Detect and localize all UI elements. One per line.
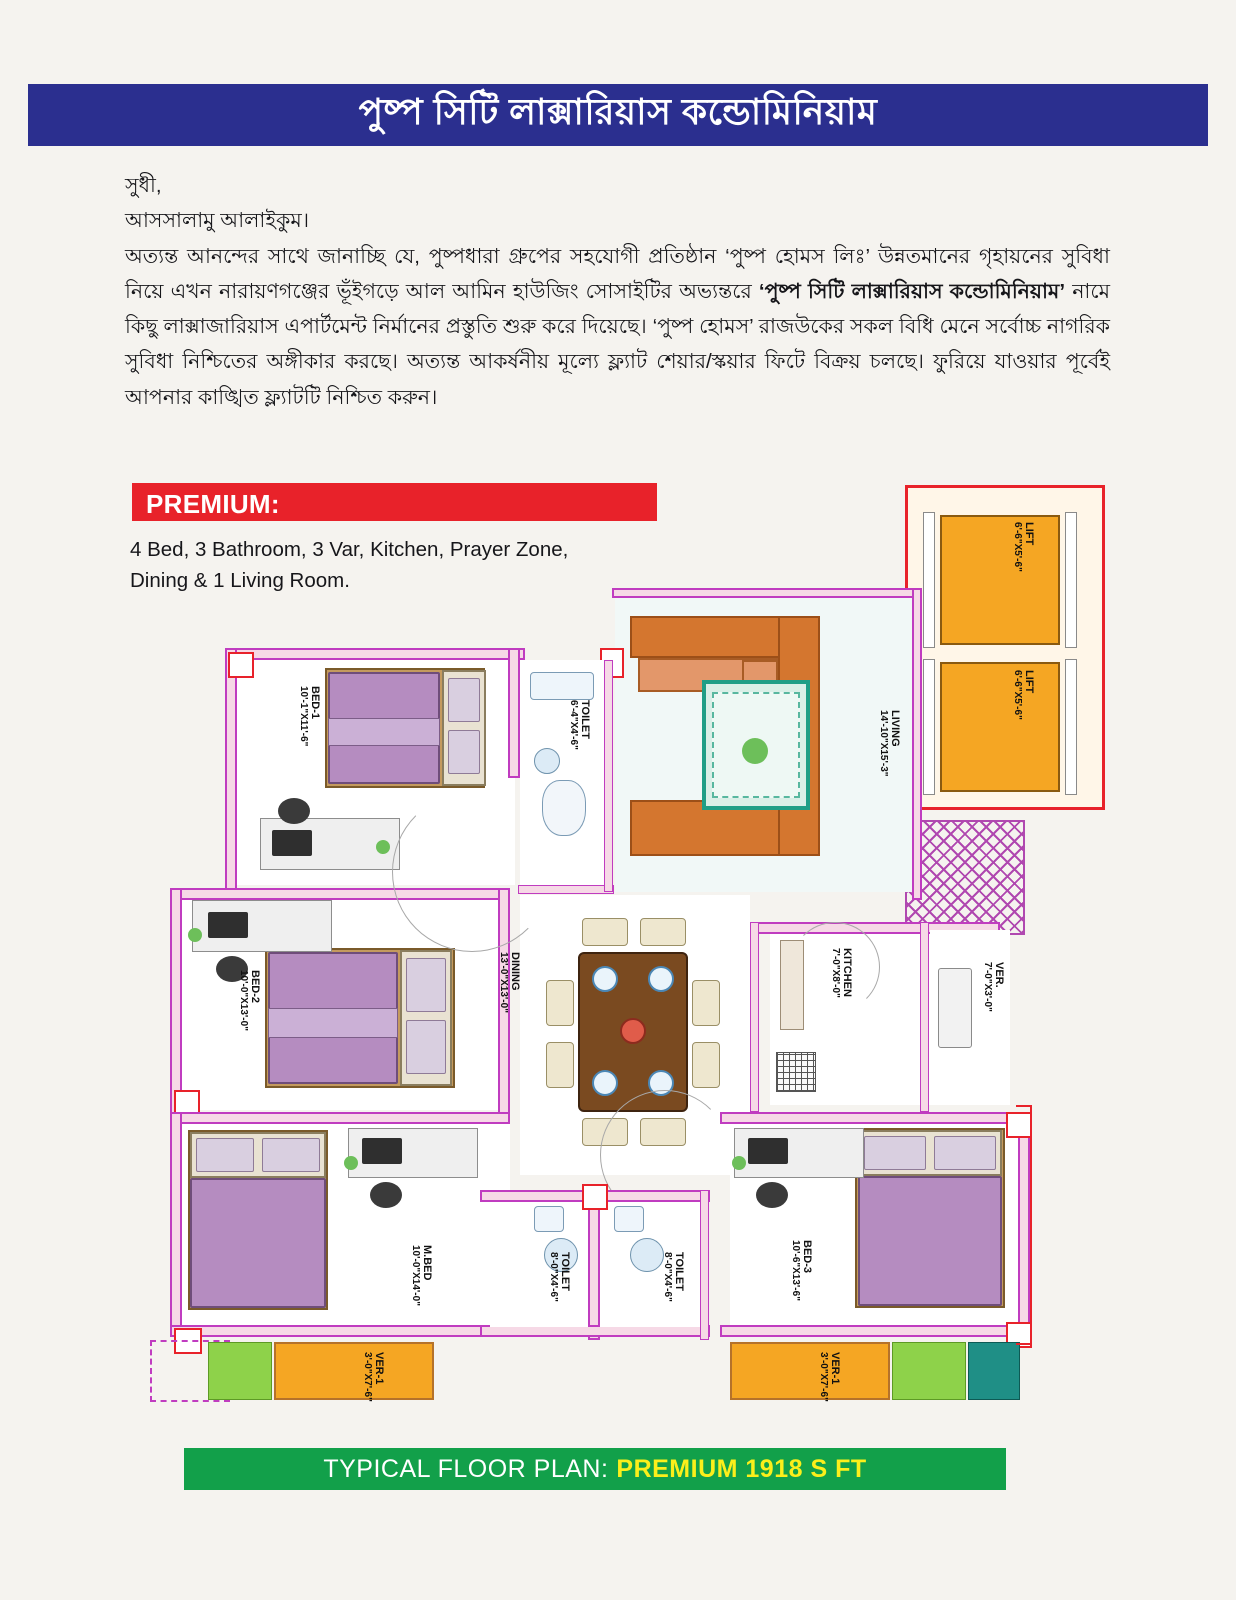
water-tank-zone	[968, 1342, 1020, 1400]
bed2-pillow-2	[406, 1020, 446, 1074]
bed3-dimension: 10'-6"X13'-6"	[790, 1240, 801, 1301]
washing-machine-icon	[938, 968, 972, 1048]
bed2-name: BED-2	[249, 970, 261, 1004]
mbed-name: M.BED	[421, 1245, 433, 1281]
footer-banner	[184, 1448, 1006, 1490]
verandah-1-right-name: VER-1	[829, 1352, 841, 1385]
bed1-chair	[278, 798, 310, 824]
dining-dimension: 13'-0"X13'-0"	[498, 952, 509, 1013]
bed2-wall-left	[170, 888, 182, 1118]
mbed-plant-icon	[344, 1156, 358, 1170]
mbed-chair	[370, 1182, 402, 1208]
kitchen-wall-right	[920, 922, 929, 1112]
mbed-pillow-1	[196, 1138, 254, 1172]
bed3-wall-top	[720, 1112, 1030, 1124]
bed3-chair	[756, 1182, 788, 1208]
bed1-pillow-2	[448, 730, 480, 774]
toilet1-cistern	[530, 672, 594, 700]
mbed-monitor	[362, 1138, 402, 1164]
premium-description-line-1: 4 Bed, 3 Bathroom, 3 Var, Kitchen, Prayer Zone,	[130, 538, 569, 561]
door-swing-arc-kitchen	[790, 922, 880, 1012]
room-label-dining	[498, 952, 521, 1013]
lift-car-1	[940, 515, 1060, 645]
kitchen-wall-left	[750, 922, 759, 1112]
toilet3-dimension: 8'-0"X4'-6"	[662, 1252, 673, 1302]
toilet1-wc	[542, 780, 586, 836]
premium-badge-label: PREMIUM:	[146, 489, 280, 519]
living-dimension: 14'-10"X15'-3"	[878, 710, 889, 777]
dining-centerpiece	[620, 1018, 646, 1044]
verandah-1-left-dimension: 3'-0"X7'-6"	[362, 1352, 373, 1402]
title-text: পুষ্প সিটি লাক্সারিয়াস কন্ডোমিনিয়াম	[358, 91, 878, 132]
lift-shaft-wall-3	[1065, 512, 1077, 648]
room-label-living	[878, 710, 901, 777]
bed3-wall-bottom	[720, 1325, 1030, 1337]
dining-chair-1	[582, 918, 628, 946]
bed1-wall-left	[225, 648, 237, 896]
bed1-dimension: 10'-1"X11'-6"	[298, 686, 309, 747]
dining-plate-2	[648, 966, 674, 992]
living-name: LIVING	[889, 710, 901, 747]
premium-description-line-2: Dining & 1 Living Room.	[130, 568, 350, 592]
lift-1-name: LIFT	[1023, 522, 1035, 546]
toilet2-name: TOILET	[559, 1252, 571, 1291]
lift-shaft-wall-4	[1065, 659, 1077, 795]
bed2-sheet	[268, 1008, 398, 1038]
bed2-dimension: 10'-0"X13'-0"	[238, 970, 249, 1031]
toilets-wall-right	[700, 1190, 709, 1340]
door-swing-arc-1	[392, 792, 552, 952]
kitchen-name: KITCHEN	[841, 948, 853, 997]
bed2-monitor	[208, 912, 248, 938]
lift-2-dimension: 6'-6"X5'-6"	[1012, 670, 1023, 720]
toilet2-dimension: 8'-0"X4'-6"	[548, 1252, 559, 1302]
room-label-verandah-1-left	[362, 1352, 385, 1402]
bed2-plant-icon	[188, 928, 202, 942]
toilet2-tub	[534, 1206, 564, 1232]
bed1-plant-icon	[376, 840, 390, 854]
letter-paragraph-2: নামে কিছু লাক্সাজারিয়াস এপার্টমেন্ট নির্মানের প্রস্তুতি শুরু করে দিয়েছে। ‘পুষ্প হোমস’ রাজউকের সকল বিধি মেনে সর্বোচ্চ নাগরিক সুবিধা নিশ্চিতের অঙ্গীকার করছে। অত্যন্ত আকর্ষনীয় মূল্যে ফ্ল্যাট শেয়ার/স্কয়ার ফিটে বিক্রয় চলছে। ফুরিয়ে যাওয়ার পূর্বেই আপনার কাঙ্খিত ফ্ল্যাটটি নিশ্চিত করুন।	[125, 279, 1110, 409]
toilet3-tub	[614, 1206, 644, 1232]
bed3-mattress	[858, 1176, 1002, 1306]
room-label-lift-1	[1012, 522, 1035, 572]
bed1-pillow-1	[448, 678, 480, 722]
room-label-bed2	[238, 970, 261, 1031]
verandah-1-left	[274, 1342, 434, 1400]
door-toilet-mid[interactable]	[582, 1184, 608, 1210]
toilet1-dimension: 6'-4"X4'-6"	[568, 700, 579, 750]
bed1-wall-top	[225, 648, 525, 660]
room-label-toilet2	[548, 1252, 571, 1302]
greeting: আসসালামু আলাইকুম।	[125, 209, 310, 233]
room-label-toilet3	[662, 1252, 685, 1302]
mbed-dimension: 10'-0"X14'-0"	[410, 1245, 421, 1306]
stair-grill-hatch	[905, 820, 1025, 935]
letter-body	[125, 168, 1110, 415]
room-label-bed1	[298, 686, 321, 746]
bed3-pillow-1	[864, 1136, 926, 1170]
lift-shaft-wall-2	[923, 659, 935, 795]
toilet1-basin	[534, 748, 560, 774]
dining-chair-8	[692, 1042, 720, 1088]
plant-icon	[742, 738, 768, 764]
mbed-pillow-2	[262, 1138, 320, 1172]
kitchen-stove-icon	[776, 1052, 816, 1092]
bed1-name: BED-1	[309, 686, 321, 720]
lift-2-name: LIFT	[1023, 670, 1035, 694]
bed2-pillow-1	[406, 958, 446, 1012]
lift-car-2	[940, 662, 1060, 792]
mbed-wall-top	[170, 1112, 510, 1124]
bed1-sheet	[328, 718, 440, 746]
living-wall-right	[912, 588, 922, 900]
toilet1-wall-right	[604, 660, 613, 892]
room-label-verandah-right	[982, 962, 1005, 1012]
footer-label: TYPICAL FLOOR PLAN:	[323, 1454, 609, 1483]
dining-plate-1	[592, 966, 618, 992]
door-bed1-a[interactable]	[228, 652, 254, 678]
footer-highlight: PREMIUM 1918 S FT	[616, 1454, 867, 1483]
bed3-plant-icon	[732, 1156, 746, 1170]
kitchen-dimension: 7'-0"X8'-0"	[830, 948, 841, 998]
page-title	[28, 84, 1208, 146]
dining-chair-2	[640, 918, 686, 946]
toilet3-basin	[630, 1238, 664, 1272]
dining-plate-3	[592, 1070, 618, 1096]
mbed-wall-left	[170, 1112, 182, 1337]
living-wall-top	[612, 588, 918, 598]
mbed-wall-bottom	[170, 1325, 510, 1337]
dining-name: DINING	[509, 952, 521, 991]
verandah-right-name: VER.	[993, 962, 1005, 988]
bed3-monitor	[748, 1138, 788, 1164]
dining-chair-5	[546, 980, 574, 1026]
salutation: সুধী,	[125, 174, 162, 197]
toilets-wall-mid	[588, 1190, 600, 1340]
premium-badge	[132, 483, 657, 521]
toilet3-name: TOILET	[673, 1252, 685, 1291]
verandah-1-right-dimension: 3'-0"X7'-6"	[818, 1352, 829, 1402]
toilet1-name: TOILET	[579, 700, 591, 739]
letter-paragraph-1: অত্যন্ত আনন্দের সাথে জানাচ্ছি যে, পুষ্পধারা গ্রুপের সহযোগী প্রতিষ্ঠান ‘পুষ্প হোমস লিঃ’ উন্নতমানের গৃহায়নের সুবিধা নিয়ে এখন নারায়ণগঞ্জের ভূঁইগড়ে আল আমিন হাউজিং সোসাইটির অভ্যন্তরে	[125, 244, 1110, 303]
room-label-toilet1	[568, 700, 591, 750]
bed1-monitor	[272, 830, 312, 856]
lift-1-dimension: 6'-6"X5'-6"	[1012, 522, 1023, 572]
verandah-right-dimension: 7'-0"X3'-0"	[982, 962, 993, 1012]
room-label-bed3	[790, 1240, 813, 1301]
grass-patch-right	[892, 1342, 966, 1400]
bed1-wall-right	[508, 648, 520, 778]
room-label-verandah-1-right	[818, 1352, 841, 1402]
verandah-1-right	[730, 1342, 890, 1400]
lift-shaft-wall-1	[923, 512, 935, 648]
room-label-lift-2	[1012, 670, 1035, 720]
bed3-pillow-2	[934, 1136, 996, 1170]
letter-paragraph-bold: ‘পুষ্প সিটি লাক্সারিয়াস কন্ডোমিনিয়াম’	[758, 279, 1066, 303]
dining-chair-6	[546, 1042, 574, 1088]
bed3-name: BED-3	[801, 1240, 813, 1274]
verandah-1-left-name: VER-1	[373, 1352, 385, 1385]
mbed-mattress	[190, 1178, 326, 1308]
outer-wall-right	[1016, 1105, 1032, 1345]
grass-patch-left	[208, 1342, 272, 1400]
room-label-mbed	[410, 1245, 433, 1306]
dining-chair-7	[692, 980, 720, 1026]
